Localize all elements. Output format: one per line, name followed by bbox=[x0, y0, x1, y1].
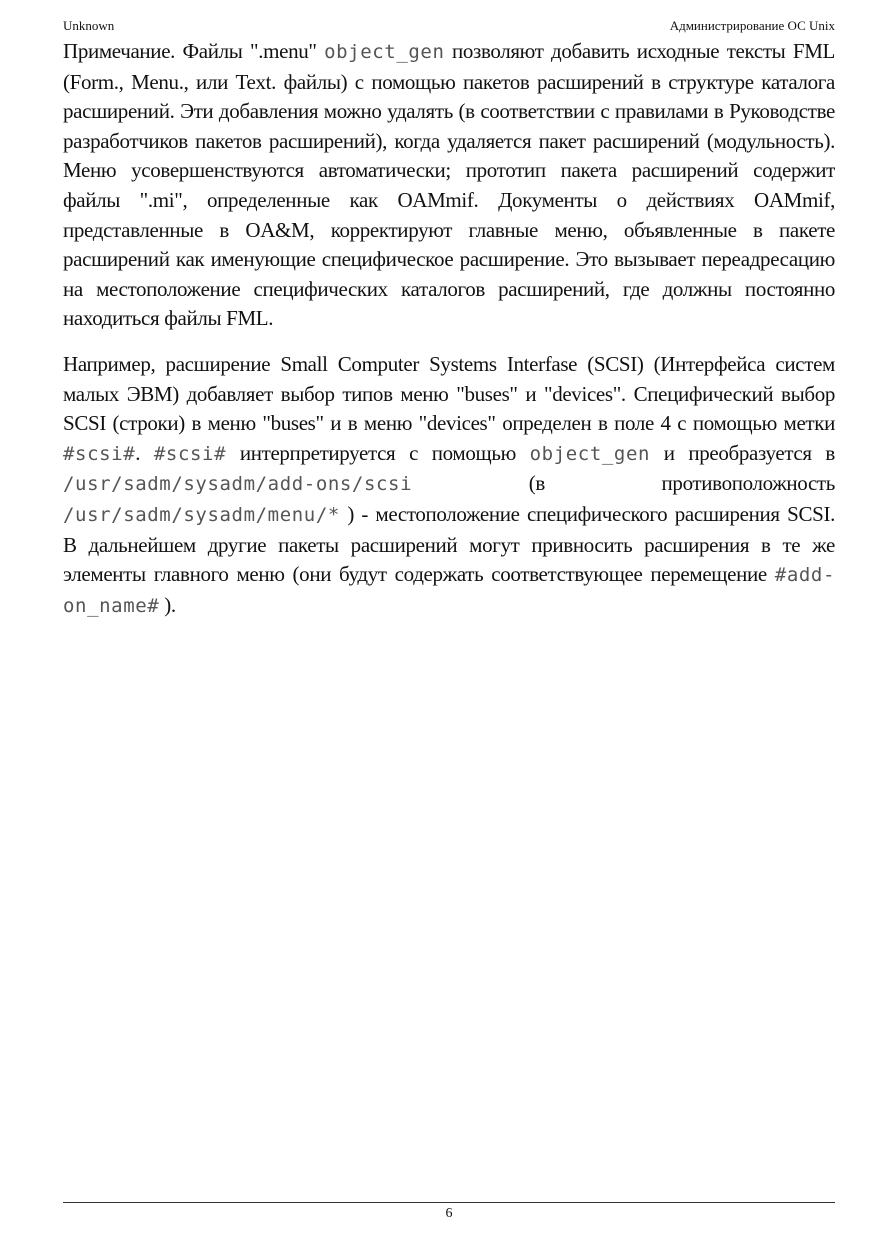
paragraph-text: Примечание. Файлы ".menu" bbox=[63, 39, 325, 63]
code-scsi-tag: #scsi# bbox=[63, 442, 136, 465]
code-add-on-name: #add-on_name# bbox=[63, 564, 835, 617]
page-number: 6 bbox=[445, 1206, 453, 1221]
paragraph-text: . bbox=[135, 440, 154, 465]
code-object-gen: object_gen bbox=[324, 41, 445, 63]
code-path-add-ons: /usr/sadm/sysadm/add-ons/scsi bbox=[63, 473, 413, 496]
paragraph-note bbox=[63, 37, 835, 334]
code-object-gen: object_gen bbox=[529, 442, 651, 465]
paragraph-text: (в противоположность bbox=[412, 471, 835, 496]
code-scsi-tag: #scsi# bbox=[153, 442, 227, 465]
page-header bbox=[63, 17, 835, 35]
paragraph-text: Например, расширение Small Computer Systems Interfase (SCSI) (Интерфейса систем малых ЭВМ) добавляет выбор типов меню "buses" и "devices". Специфический выбор SCSI (строки) в меню "buses" и в меню "devices" определен в поле 4 с помощью метки bbox=[63, 351, 835, 436]
paragraph-text: ). bbox=[159, 592, 176, 617]
paragraph-text: интерпретируется с помощью bbox=[226, 440, 530, 465]
paragraph-text: и преобразуется в bbox=[650, 440, 835, 465]
code-path-menu: /usr/sadm/sysadm/menu/* bbox=[63, 503, 340, 526]
paragraph-example bbox=[63, 350, 835, 621]
paragraph-text: позволяют добавить исходные тексты FML (Form., Menu., или Text. файлы) с помощью пакетов расширений в структуре каталога расширений. Эти добавления можно удалять (в соответствии с правилами в Руководстве разработчиков пакетов расширений), когда удаляется пакет расширений (модульность). Меню усовершенствуются автоматически; прототип пакета расширений содержит файлы ".mi", определенные как OAMmif. Документы о действиях OAMmif, представленные в OA&M, корректируют главные меню, объявленные в пакете расширений как именующие специфическое расширение. Это вызывает переадресацию на местоположение специфических каталогов расширений, где должны постоянно находиться файлы FML. bbox=[63, 39, 836, 331]
header-right-text: Администрирование ОС Unix bbox=[669, 18, 835, 33]
header-left-text: Unknown bbox=[63, 18, 115, 33]
footer-divider bbox=[63, 1202, 835, 1203]
paragraph-text: ) - местоположение специфического расширения SCSI. В дальнейшем другие пакеты расширений могут привносить расширения в те же элементы главного меню (они будут содержать соответствующее перемещение bbox=[63, 501, 835, 587]
document-body bbox=[63, 37, 835, 621]
